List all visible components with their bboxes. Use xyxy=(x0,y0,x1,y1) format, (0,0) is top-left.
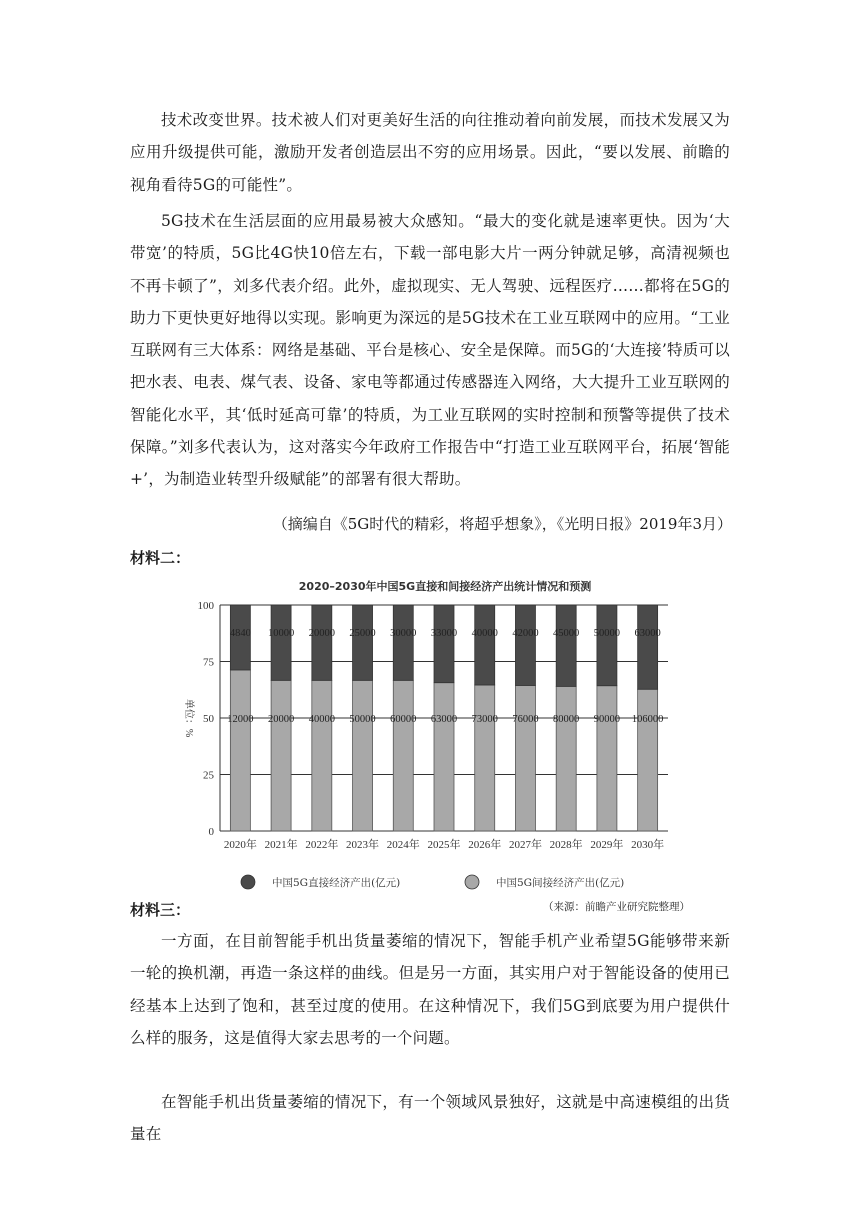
bar-direct-output xyxy=(271,605,291,680)
bar-direct-output xyxy=(353,605,373,680)
bar-indirect-output xyxy=(434,683,454,831)
x-tick-label: 2028年 xyxy=(549,839,583,851)
data-label-direct: 25000 xyxy=(349,628,376,640)
x-tick-label: 2026年 xyxy=(468,839,502,851)
x-tick-label: 2027年 xyxy=(508,839,542,851)
data-label-indirect: 60000 xyxy=(390,714,417,725)
bar-indirect-output xyxy=(515,685,535,831)
data-label-direct: 10000 xyxy=(267,628,295,640)
paragraph-5: 在智能手机出货量萎缩的情况下，有一个领域风景独好，这就是中高速模组的出货量在 xyxy=(130,1093,730,1144)
legend-swatch xyxy=(241,875,255,889)
y-tick-label: 100 xyxy=(197,600,214,612)
bar-indirect-output xyxy=(556,686,576,831)
paragraph-2: 5G技术在生活层面的应用最易被大众感知。“最大的变化就是速率更快。因为‘大带宽’的特质，5G比4G快10倍左右，下载一部电影大片一两分钟就足够，高清视频也不再卡顿了”，刘多代表介绍。此外，虚拟现实、无人驾驶、远程医疗……都将在5G的助力下更快更好地得以实现。影响更为深远的是5G技术在工业互联网中的应用。“工业互联网有三大体系：网络是基础、平台是核心、安全是保障。而5G的‘大连接’特质可以把水表、电表、煤气表、设备、家电等都通过传感器连入网络，大大提升工业互联网的智能化水平，其‘低时延高可靠’的特质，为工业互联网的实时控制和预警等提供了技术保障。”刘多代表认为，这对落实今年政府工作报告中“打造工业互联网平台，拓展‘智能+’，为制造业转型升级赋能”的部署有很大帮助。 xyxy=(130,212,730,489)
bar-indirect-output xyxy=(271,680,291,831)
chart-svg xyxy=(170,578,690,923)
bar-indirect-output xyxy=(230,670,250,831)
data-label-indirect: 76000 xyxy=(512,714,539,725)
bar-direct-output xyxy=(312,605,332,680)
material-two-heading: 材料二： xyxy=(130,549,191,567)
y-tick-label: 75 xyxy=(203,656,214,669)
x-tick-label: 2023年 xyxy=(346,839,380,851)
data-label-direct: 40000 xyxy=(471,628,498,640)
bar-direct-output xyxy=(556,605,576,686)
data-label-indirect: 20000 xyxy=(267,714,295,725)
data-label-indirect: 40000 xyxy=(308,714,335,725)
bar-indirect-output xyxy=(638,689,658,831)
data-label-indirect: 90000 xyxy=(593,714,621,725)
paragraph-1: 技术改变世界。技术被人们对更美好生活的向往推动着向前发展，而技术发展又为应用升级提供可能，激励开发者创造层出不穷的应用场景。因此，“要以发展、前瞻的视角看待5G的可能性”。 xyxy=(130,111,730,194)
bar-direct-output xyxy=(515,605,535,685)
y-tick-label: 0 xyxy=(208,826,214,838)
x-tick-label: 2030年 xyxy=(631,839,665,851)
data-label-direct: 30000 xyxy=(390,628,417,640)
data-label-indirect: 73000 xyxy=(471,714,498,725)
bar-direct-output xyxy=(393,605,413,680)
chart-source-note: （来源：前瞻产业研究院整理） xyxy=(543,901,690,913)
data-label-indirect: 106000 xyxy=(631,714,664,725)
x-tick-label: 2020年 xyxy=(223,839,257,851)
data-label-indirect: 63000 xyxy=(430,714,458,725)
chart-title: 2020–2030年中国5G直接和间接经济产出统计情况和预测 xyxy=(298,580,592,593)
material-three-heading: 材料三： xyxy=(130,901,191,919)
data-label-direct: 63000 xyxy=(634,628,661,640)
bar-direct-output xyxy=(597,605,617,686)
paragraph-4: 一方面，在目前智能手机出货量萎缩的情况下，智能手机产业希望5G能够带来新一轮的换机潮，再造一条这样的曲线。但是另一方面，其实用户对于智能设备的使用已经基本上达到了饱和，甚至过度的使用。在这种情况下，我们5G到底要为用户提供什么样的服务，这是值得大家去思考的一个问题。 xyxy=(130,932,730,1047)
source-citation: （摘编自《5G时代的精彩，将超乎想象》，《光明日报》2019年3月） xyxy=(272,515,732,533)
legend-label: 中国5G间接经济产出(亿元) xyxy=(496,877,625,889)
data-label-direct: 42000 xyxy=(512,628,539,640)
data-label-direct: 50000 xyxy=(593,628,621,640)
legend-label: 中国5G直接经济产出(亿元) xyxy=(272,877,401,889)
bar-indirect-output xyxy=(353,680,373,831)
x-tick-label: 2021年 xyxy=(264,839,298,851)
bar-direct-output xyxy=(638,605,658,689)
data-label-direct: 4840 xyxy=(229,628,251,640)
x-tick-label: 2022年 xyxy=(305,839,339,851)
bar-indirect-output xyxy=(475,685,495,831)
data-label-indirect: 50000 xyxy=(349,714,376,725)
legend-swatch xyxy=(465,875,479,889)
bar-direct-output xyxy=(434,605,454,683)
bar-indirect-output xyxy=(393,680,413,831)
bar-indirect-output xyxy=(312,680,332,831)
stacked-bar-chart xyxy=(170,578,690,923)
legend xyxy=(241,875,624,889)
y-axis-label: 单位：% xyxy=(183,698,194,738)
x-tick-label: 2025年 xyxy=(427,839,461,851)
data-label-direct: 20000 xyxy=(308,628,335,640)
data-label-indirect: 12000 xyxy=(227,714,254,725)
x-tick-label: 2024年 xyxy=(386,839,420,851)
y-tick-label: 50 xyxy=(203,713,214,725)
data-label-direct: 33000 xyxy=(430,628,458,640)
data-label-indirect: 80000 xyxy=(553,714,580,725)
bar-direct-output xyxy=(475,605,495,685)
y-tick-label: 25 xyxy=(203,769,214,782)
data-label-direct: 45000 xyxy=(553,628,580,640)
bar-indirect-output xyxy=(597,686,617,831)
x-tick-label: 2029年 xyxy=(590,839,624,851)
